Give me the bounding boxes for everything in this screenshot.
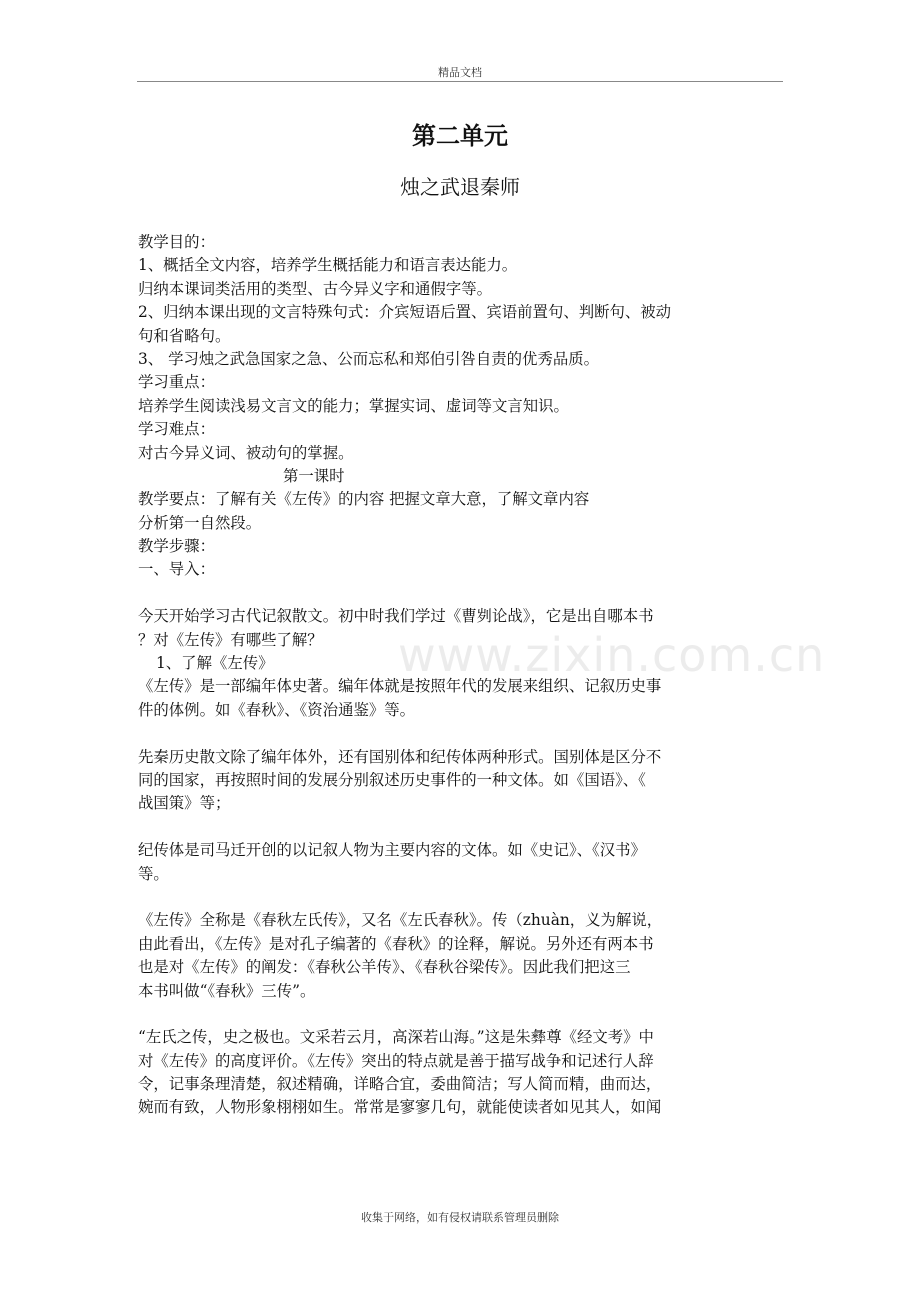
text-line: 对古今异义词、被动句的掌握。 xyxy=(138,443,354,462)
text-line: 等。 xyxy=(138,864,169,883)
text-line: 《左传》全称是《春秋左氏传》，又名《左氏春秋》。传（zhuàn，义为解说， xyxy=(138,911,663,930)
text-line: 3、 学习烛之武急国家之急、公而忘私和郑伯引咎自责的优秀品质。 xyxy=(138,349,600,368)
text-line: 学习重点： xyxy=(138,373,215,392)
text-line: ？对《左传》有哪些了解？ xyxy=(138,630,323,649)
text-line: 战国策》等； xyxy=(138,794,231,813)
text-line: 婉而有致，人物形象栩栩如生。常常是寥寥几句，就能使读者如见其人，如闻 xyxy=(138,1098,662,1117)
text-line: 令，记事条理清楚，叙述精确，详略合宜，委曲简洁；写人简而精，曲而达， xyxy=(138,1075,662,1094)
text-line: 先秦历史散文除了编年体外，还有国别体和纪传体两种形式。国别体是区分不 xyxy=(138,747,662,766)
text-line: 教学要点：了解有关《左传》的内容 把握文章大意，了解文章内容 xyxy=(138,490,590,509)
text-line: 学习难点： xyxy=(138,420,215,439)
text-line: 由此看出，《左传》是对孔子编著的《春秋》的诠释，解说。另外还有两本书 xyxy=(138,934,654,953)
text-line: 教学目的： xyxy=(138,233,215,251)
page-footer: 收集于网络，如有侵权请联系管理员删除 xyxy=(361,1211,559,1224)
text-line: 归纳本课词类活用的类型、古今异义字和通假字等。 xyxy=(138,279,492,298)
unit-title: 第二单元 xyxy=(412,122,508,150)
text-line: 一、导入： xyxy=(138,560,215,579)
text-line: 1、了解《左传》 xyxy=(156,654,274,673)
watermark: www.zixin.com.cn xyxy=(398,628,826,682)
blank-line xyxy=(138,722,783,745)
text-line: 纪传体是司马迁开创的以记叙人物为主要内容的文体。如《史记》、《汉书》 xyxy=(138,841,646,860)
text-line: 《左传》是一部编年体史著。编年体就是按照年代的发展来组织、记叙历史事 xyxy=(138,677,662,696)
text-line: “左氏之传，史之极也。文采若云月，高深若山海。”这是朱彝尊《经文考》中 xyxy=(138,1028,654,1047)
blank-line xyxy=(138,886,783,909)
document-body xyxy=(138,231,783,1120)
lesson-title: 烛之武退秦师 xyxy=(400,175,520,199)
text-line: 教学步骤： xyxy=(138,537,215,556)
text-line: 1、概括全文内容，培养学生概括能力和语言表达能力。 xyxy=(138,256,518,275)
text-line: 本书叫做“《春秋》三传”。 xyxy=(138,981,316,1000)
text-line: 同的国家，再按照时间的发展分别叙述历史事件的一种文体。如《国语》、《 xyxy=(138,770,646,789)
blank-line xyxy=(138,1003,783,1026)
section-heading: 第一课时 xyxy=(283,466,345,485)
text-line: 句和省略句。 xyxy=(138,326,231,345)
text-line: 培养学生阅读浅易文言文的能力；掌握实词、虚词等文言知识。 xyxy=(138,396,569,415)
text-line: 也是对《左传》的阐发：《春秋公羊传》、《春秋谷梁传》。因此我们把这三 xyxy=(138,958,631,977)
text-line: 2、归纳本课出现的文言特殊句式：介宾短语后置、宾语前置句、判断句、被动 xyxy=(138,303,672,322)
header-divider xyxy=(137,81,783,82)
blank-line xyxy=(138,582,783,605)
text-line: 对《左传》的高度评价。《左传》突出的特点就是善于描写战争和记述行人辞 xyxy=(138,1051,654,1070)
text-line: 今天开始学习古代记叙散文。初中时我们学过《曹刿论战》，它是出自哪本书 xyxy=(138,607,654,626)
text-line: 分析第一自然段。 xyxy=(138,513,262,532)
blank-line xyxy=(138,816,783,839)
text-line: 件的体例。如《春秋》、《资治通鉴》等。 xyxy=(138,700,416,719)
page-header: 精品文档 xyxy=(438,66,482,79)
